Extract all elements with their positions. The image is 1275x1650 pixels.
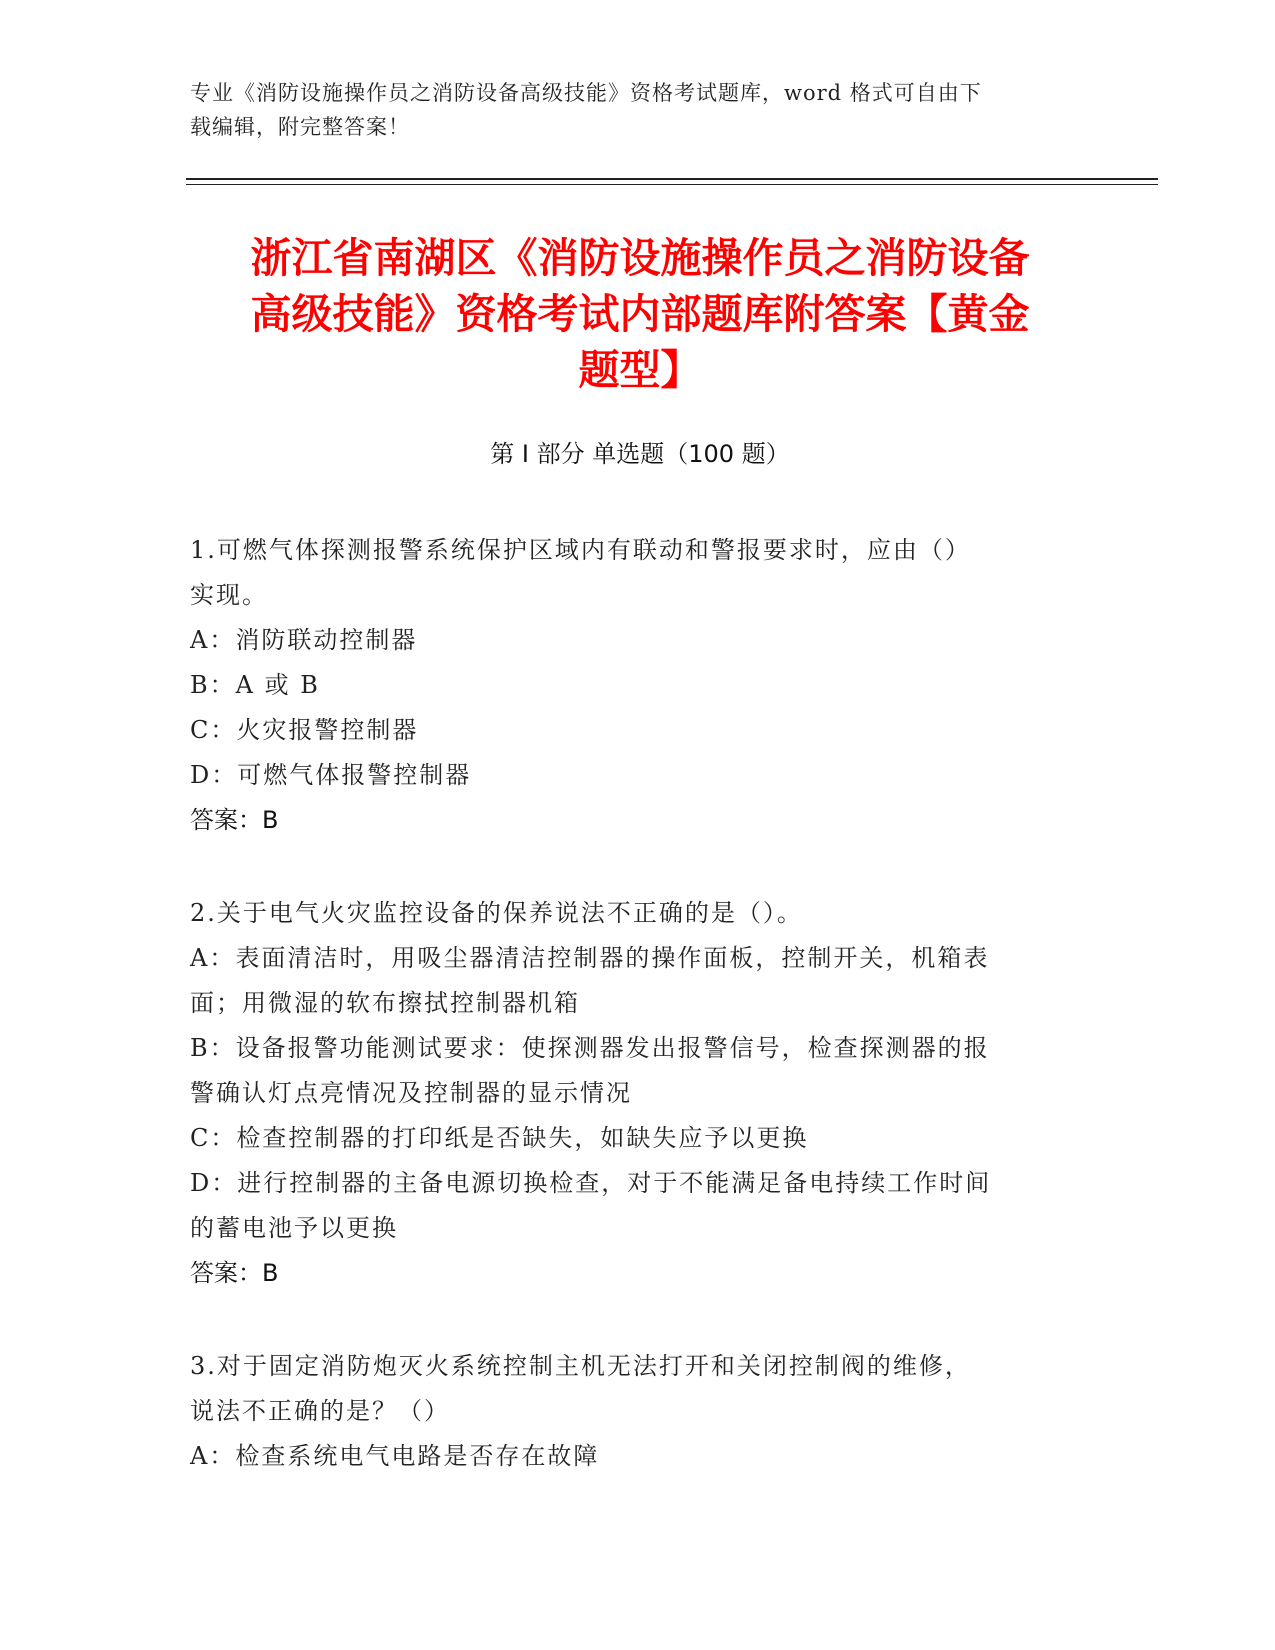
option-b: B：设备报警功能测试要求：使探测器发出报警信号，检查探测器的报 (190, 1034, 990, 1062)
option-b: B：A 或 B (190, 671, 320, 699)
title-line: 高级技能》资格考试内部题库附答案【黄金 (250, 290, 1030, 338)
title-line: 题型】 (578, 346, 702, 394)
question-stem: 2.关于电气火灾监控设备的保养说法不正确的是（）。 (190, 899, 803, 927)
option-d: D：可燃气体报警控制器 (190, 761, 472, 789)
option-a: A：消防联动控制器 (190, 626, 418, 654)
answer: 答案：B (190, 806, 279, 834)
header-divider-thick (186, 178, 1158, 180)
question-1 (190, 528, 1090, 843)
question-2 (190, 891, 1090, 1296)
option-a: A：表面清洁时，用吸尘器清洁控制器的操作面板，控制开关，机箱表 (190, 944, 990, 972)
option-a: A：检查系统电气电路是否存在故障 (190, 1442, 600, 1470)
question-stem: 实现。 (190, 581, 268, 609)
header-note (190, 76, 1070, 144)
option-c: C：火灾报警控制器 (190, 716, 419, 744)
option-d-continued: 的蓄电池予以更换 (190, 1214, 398, 1242)
title-line: 浙江省南湖区《消防设施操作员之消防设备 (250, 234, 1030, 282)
option-c: C：检查控制器的打印纸是否缺失，如缺失应予以更换 (190, 1124, 809, 1152)
header-divider-thin (186, 184, 1158, 185)
option-d: D：进行控制器的主备电源切换检查，对于不能满足备电持续工作时间 (190, 1169, 992, 1197)
question-stem: 说法不正确的是？（） (190, 1397, 450, 1425)
answer: 答案：B (190, 1259, 279, 1287)
question-3 (190, 1344, 1090, 1479)
question-stem: 1.可燃气体探测报警系统保护区域内有联动和警报要求时，应由（） (190, 536, 971, 564)
question-list (190, 528, 1090, 1527)
document-title (190, 230, 1090, 398)
option-b-continued: 警确认灯点亮情况及控制器的显示情况 (190, 1079, 632, 1107)
question-stem: 3.对于固定消防炮灭火系统控制主机无法打开和关闭控制阀的维修， (190, 1352, 971, 1380)
section-heading: 第 I 部分 单选题（100 题） (490, 440, 790, 468)
header-note-line: 载编辑，附完整答案！ (190, 115, 410, 139)
option-a-continued: 面；用微湿的软布擦拭控制器机箱 (190, 989, 580, 1017)
header-note-line: 专业《消防设施操作员之消防设备高级技能》资格考试题库，word 格式可自由下 (190, 81, 982, 105)
